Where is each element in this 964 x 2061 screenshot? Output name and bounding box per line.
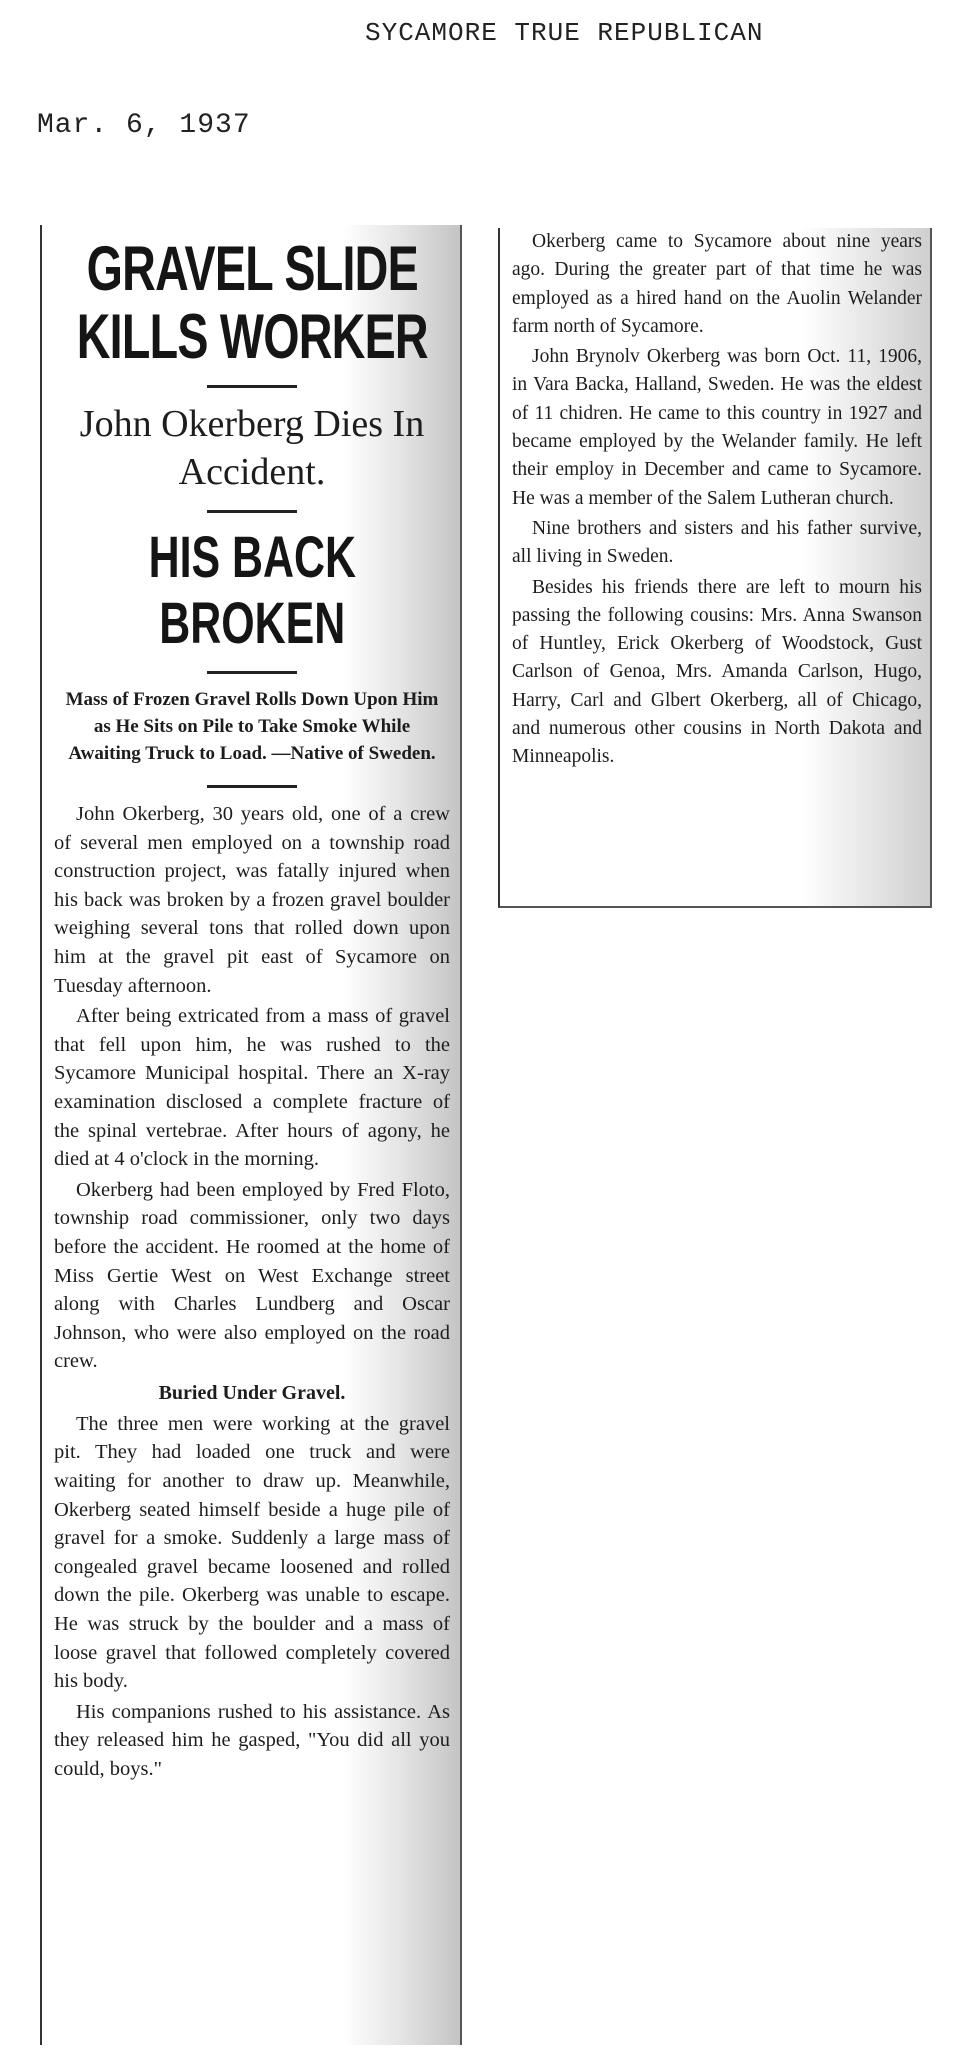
article-subhead: Buried Under Gravel. xyxy=(158,1381,346,1404)
article-paragraph: The three men were working at the gravel pit. They had loaded one truck and were waiting for another to draw up. Meanwhile, Okerberg seated himself beside a huge pile of gravel for a smoke. Suddenly a large mass of congealed gravel became loosened and rolled down the pile. Okerberg was unable to escape. He was struck by the boulder and a mass of loose gravel that followed completely covered his body. xyxy=(54,1412,450,1693)
main-headline: GRAVEL SLIDE KILLS WORKER xyxy=(76,234,428,372)
article-body-col1 xyxy=(54,800,450,1784)
deck-headline-2: Mass of Frozen Gravel Rolls Down Upon Him as He Sits on Pile to Take Smoke While Awaiting Truck to Load. —Native of Sweden. xyxy=(65,689,439,764)
article-paragraph: After being extricated from a mass of gravel that fell upon him, he was rushed to the Sycamore Municipal hospital. There an X-ray examination disclosed a complete fracture of the spinal vertebrae. After hours of agony, he died at 4 o'clock in the morning. xyxy=(54,1005,450,1171)
divider-rule xyxy=(207,671,297,674)
publication-name: SYCAMORE TRUE REPUBLICAN xyxy=(365,18,764,48)
article-paragraph: Okerberg came to Sycamore about nine years ago. During the greater part of that time he was employed as a hired hand on the Auolin Welander farm north of Sycamore. xyxy=(512,231,922,337)
article-paragraph: Okerberg had been employed by Fred Floto, township road commissioner, only two days before the accident. He roomed at the home of Miss Gertie West on West Exchange street along with Charles Lundberg and Oscar Johnson, who were also employed on the road crew. xyxy=(54,1178,450,1373)
secondary-headline: HIS BACK BROKEN xyxy=(148,525,356,656)
divider-rule xyxy=(207,385,297,388)
clipping-date: Mar. 6, 1937 xyxy=(37,110,251,141)
article-paragraph: His companions rushed to his assistance. As they released him he gasped, "You did all you could, boys." xyxy=(54,1700,450,1780)
divider-rule xyxy=(207,785,297,788)
article-column-2 xyxy=(498,228,932,908)
article-column-1 xyxy=(40,225,462,2045)
deck-headline-1: John Okerberg Dies In Accident. xyxy=(79,403,425,493)
article-paragraph: Besides his friends there are left to mourn his passing the following cousins: Mrs. Anna Swanson of Huntley, Erick Okerberg of Woodstock, Gust Carlson of Genoa, Mrs. Amanda Carlson, Hugo, Harry, Carl and Glbert Okerberg, all of Chicago, and numerous other cousins in North Dakota and Minneapolis. xyxy=(512,576,922,768)
article-paragraph: John Okerberg, 30 years old, one of a crew of several men employed on a township road construction project, was fatally injured when his back was broken by a frozen gravel boulder weighing several tons that rolled down upon him at the gravel pit east of Sycamore on Tuesday afternoon. xyxy=(54,803,450,997)
article-paragraph: Nine brothers and sisters and his father survive, all living in Sweden. xyxy=(512,517,922,568)
article-body-col2 xyxy=(512,228,922,772)
article-paragraph: John Brynolv Okerberg was born Oct. 11, 1906, in Vara Backa, Halland, Sweden. He was the eldest of 11 chidren. He came to this country in 1927 and became employed by the Welander family. He left their employ in December and came to Sycamore. He was a member of the Salem Lutheran church. xyxy=(512,346,922,509)
divider-rule xyxy=(207,510,297,513)
